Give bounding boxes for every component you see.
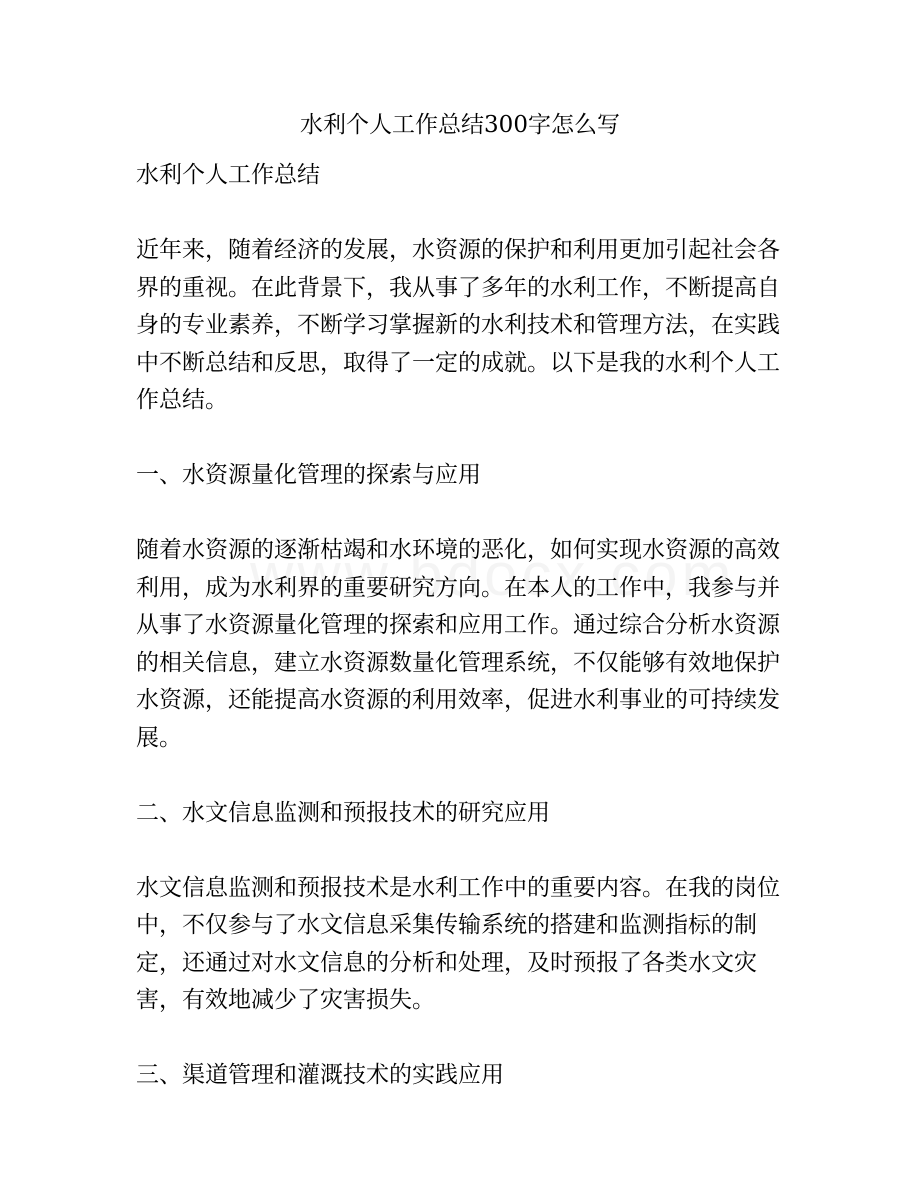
- paragraph-spacer: [136, 1020, 788, 1058]
- paragraph-spacer: [136, 420, 788, 458]
- document-subtitle: 水利个人工作总结: [136, 162, 320, 188]
- paragraph-spacer: [136, 195, 788, 233]
- intro-paragraph: 近年来，随着经济的发展，水资源的保护和利用更加引起社会各界的重视。在此背景下，我从事了多年的水利工作，不断提高自身的专业素养，不断学习掌握新的水利技术和管理方法，在实践中不断总结和反思，取得了一定的成就。以下是我的水利个人工作总结。: [136, 237, 780, 413]
- paragraph-spacer: [136, 832, 788, 870]
- section-body-2: 水文信息监测和预报技术是水利工作中的重要内容。在我的岗位中，不仅参与了水文信息采集传输系统的搭建和监测指标的制定，还通过对水文信息的分析和处理，及时预报了各类水文灾害，有效地减少了灾害损失。: [136, 874, 780, 1013]
- section-body-1: 随着水资源的逐渐枯竭和水环境的恶化，如何实现水资源的高效利用，成为水利界的重要研究方向。在本人的工作中，我参与并从事了水资源量化管理的探索和应用工作。通过综合分析水资源的相关信息，建立水资源数量化管理系统，不仅能够有效地保护水资源，还能提高水资源的利用效率，促进水利事业的可持续发展。: [136, 537, 780, 751]
- section-heading-2: 二、水文信息监测和预报技术的研究应用: [136, 799, 550, 826]
- document-title: 水利个人工作总结300字怎么写: [300, 112, 620, 138]
- paragraph-spacer: [136, 495, 788, 533]
- document-body: [136, 157, 788, 1095]
- section-heading-3: 三、渠道管理和灌溉技术的实践应用: [136, 1062, 504, 1088]
- paragraph-spacer: [136, 757, 788, 795]
- section-heading-1: 一、水资源量化管理的探索与应用: [136, 462, 481, 488]
